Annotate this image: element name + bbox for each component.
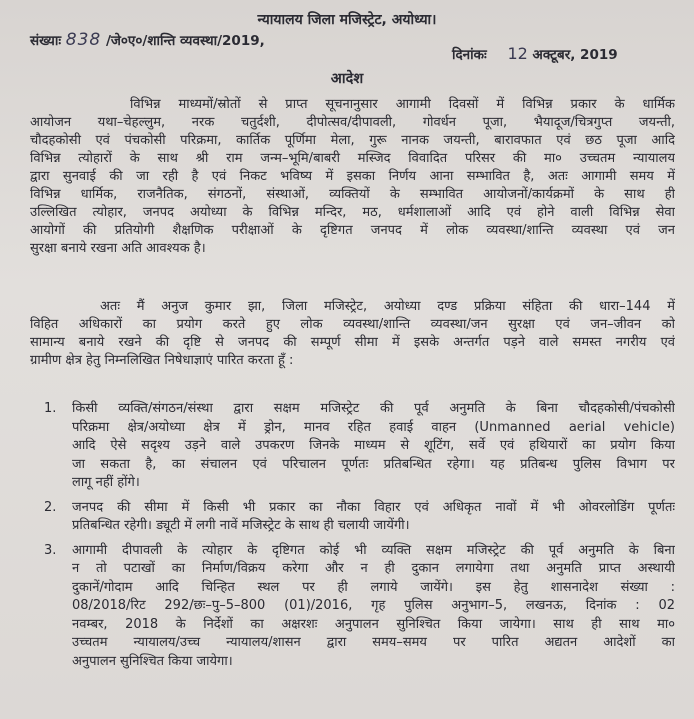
reference-label: संख्याः: [30, 33, 62, 49]
paragraph-line: विहित अधिकारों का प्रयोग करते हुए लोक व्यवस्था/शान्ति व्यवस्था/जन सुरक्षा एवं जन–जीवन को: [30, 317, 675, 332]
date-month-year: अक्टूबर, 2019: [532, 47, 618, 63]
prohibition-item: [30, 542, 675, 672]
item-line: जा सकता है, का संचालन एवं परिचालन पूर्णतः प्रतिबन्धित रहेगा। यह प्रतिबन्ध पुलिस विभाग पर: [72, 456, 675, 472]
paragraph-order-authority: [30, 298, 675, 370]
court-heading: न्यायालय जिला मजिस्ट्रेट, अयोध्या।: [257, 12, 437, 28]
prohibition-item: [30, 400, 675, 493]
reference-number: [30, 30, 265, 50]
date-day: 12: [507, 44, 528, 63]
paragraph-line: चौदहकोसी एवं पंचकोसी परिक्रमा, कार्तिक पूर्णिमा मेला, गुरू नानक जयन्ती, बारावफात एवं छठ पूजा आदि: [30, 133, 675, 148]
paragraph-line: आयोगों की प्रतियोगी शैक्षणिक परीक्षाओं के दृष्टिगत जनपद में लोक व्यवस्था/शान्ति व्यवस्था एवं जन: [30, 223, 675, 238]
item-line: नवम्बर, 2018 के निर्देशों का अक्षरशः अनुपालन सुनिश्चित किया जायेगा। साथ ही साथ मा०: [72, 616, 675, 632]
reference-suffix: /जे०ए०/शान्ति व्यवस्था/2019,: [105, 33, 265, 49]
item-line: परिक्रमा क्षेत्र/अयोध्या क्षेत्र में ड्रोन, मानव रहित हवाई वाहन (Unmanned aerial vehicle): [72, 419, 675, 435]
paragraph-line: विभिन्न माध्यमों/स्रोतों से प्राप्त सूचनानुसार आगामी दिवसों में विभिन्न प्रकार के धार्मिक: [130, 97, 675, 112]
item-number: 2.: [44, 499, 57, 515]
paragraph-line: विभिन्न धार्मिक, राजनैतिक, संगठनों, संस्थाओं, व्यक्तियों के सम्भावित आयोजनों/कार्यक्रमों के साथ ही: [30, 187, 675, 202]
item-line: आगामी दीपावली के त्योहार के दृष्टिगत कोई भी व्यक्ति सक्षम मजिस्ट्रेट की पूर्व अनुमति के बिना: [72, 542, 675, 558]
order-title: आदेश: [330, 71, 364, 87]
order-date: [452, 44, 618, 63]
reference-handwritten-number: 838: [65, 30, 102, 50]
item-line: किसी व्यक्ति/संगठन/संस्था द्वारा सक्षम मजिस्ट्रेट की पूर्व अनुमति के बिना चौदहकोसी/पंचकोसी: [72, 401, 675, 416]
paragraph-line: आयोजन यथा–चेहल्लुम, नरक चतुर्दशी, दीपोत्सव/दीपावली, गोवर्धन पूजा, भैयादूज/चित्रगुप्त जयन्ती,: [30, 115, 675, 130]
item-line: प्रतिबन्धित रहेगी। ड्यूटी में लगी नावें मजिस्ट्रेट के साथ ही चलायी जायेंगी।: [72, 518, 410, 533]
item-number: 3.: [44, 542, 57, 558]
paragraph-line: ग्रामीण क्षेत्र हेतु निम्नलिखित निषेधाज्ञाएं पारित करता हूँ :: [30, 353, 294, 368]
paragraph-line: द्वारा सुनवाई की जा रही है एवं निकट भविष्य में इसका निर्णय आना सम्भावित है, अतः आगामी समय में: [30, 169, 675, 184]
item-line: जनपद की सीमा में किसी भी प्रकार का नौका विहार एवं अधिकृत नावों में भी ओवरलोडिंग पूर्णतः: [72, 499, 675, 515]
paragraph-line: सुरक्षा बनाये रखना अति आवश्यक है।: [30, 241, 206, 256]
item-line: आदि ऐसे सदृश्य उड़ने वाले उपकरण जिनके माध्यम से शूटिंग, सर्वे एवं हथियारों का प्रयोग किया: [72, 438, 675, 453]
item-line: उच्चतम न्यायालय/उच्च न्यायालय/शासन द्वारा समय–समय पर पारित अद्यतन आदेशों का: [72, 635, 675, 650]
item-line: अनुपालन सुनिश्चित किया जायेगा।: [72, 653, 233, 669]
prohibition-list: [30, 400, 675, 677]
paragraph-line: उल्लिखित त्योहार, जनपद अयोध्या के विभिन्न मन्दिर, मठ, धर्मशालाओं आदि एवं होने वाली विभिन्न सेवा: [30, 205, 675, 220]
paragraph-line: विभिन्न त्योहारों के साथ श्री राम जन्म–भूमि/बाबरी मस्जिद विवादित परिसर की मा० उच्चतम न्यायालय: [30, 151, 675, 166]
date-label: दिनांकः: [452, 47, 487, 63]
item-line: लागू नहीं होंगे।: [72, 475, 140, 490]
item-line: दुकानें/गोदाम आदि चिन्हित स्थल पर ही लगाये जायेंगे। इस हेतु शासनादेश संख्या :: [72, 579, 675, 595]
paragraph-background: [30, 96, 675, 258]
prohibition-item: [30, 499, 675, 536]
paragraph-line: सामान्य बनाये रखने की दृष्टि से जनपद की सम्पूर्ण सीमा में इसके अन्तर्गत पड़ने वाले समस्त नगरीय एवं: [30, 335, 675, 350]
item-number: 1.: [44, 401, 57, 416]
item-line: न तो पटाखों का निर्माण/विक्रय करेगा और न ही दुकान लगायेगा तथा अनुमति प्राप्त अस्थायी: [72, 561, 675, 576]
item-line: 08/2018/रिट 292/छः–पु–5–800 (01)/2016, गृह पुलिस अनुभाग–5, लखनऊ, दिनांक : 02: [72, 598, 675, 613]
paragraph-line: अतः मैं अनुज कुमार झा, जिला मजिस्ट्रेट, अयोध्या दण्ड प्रक्रिया संहिता की धारा–144 में: [100, 299, 675, 314]
